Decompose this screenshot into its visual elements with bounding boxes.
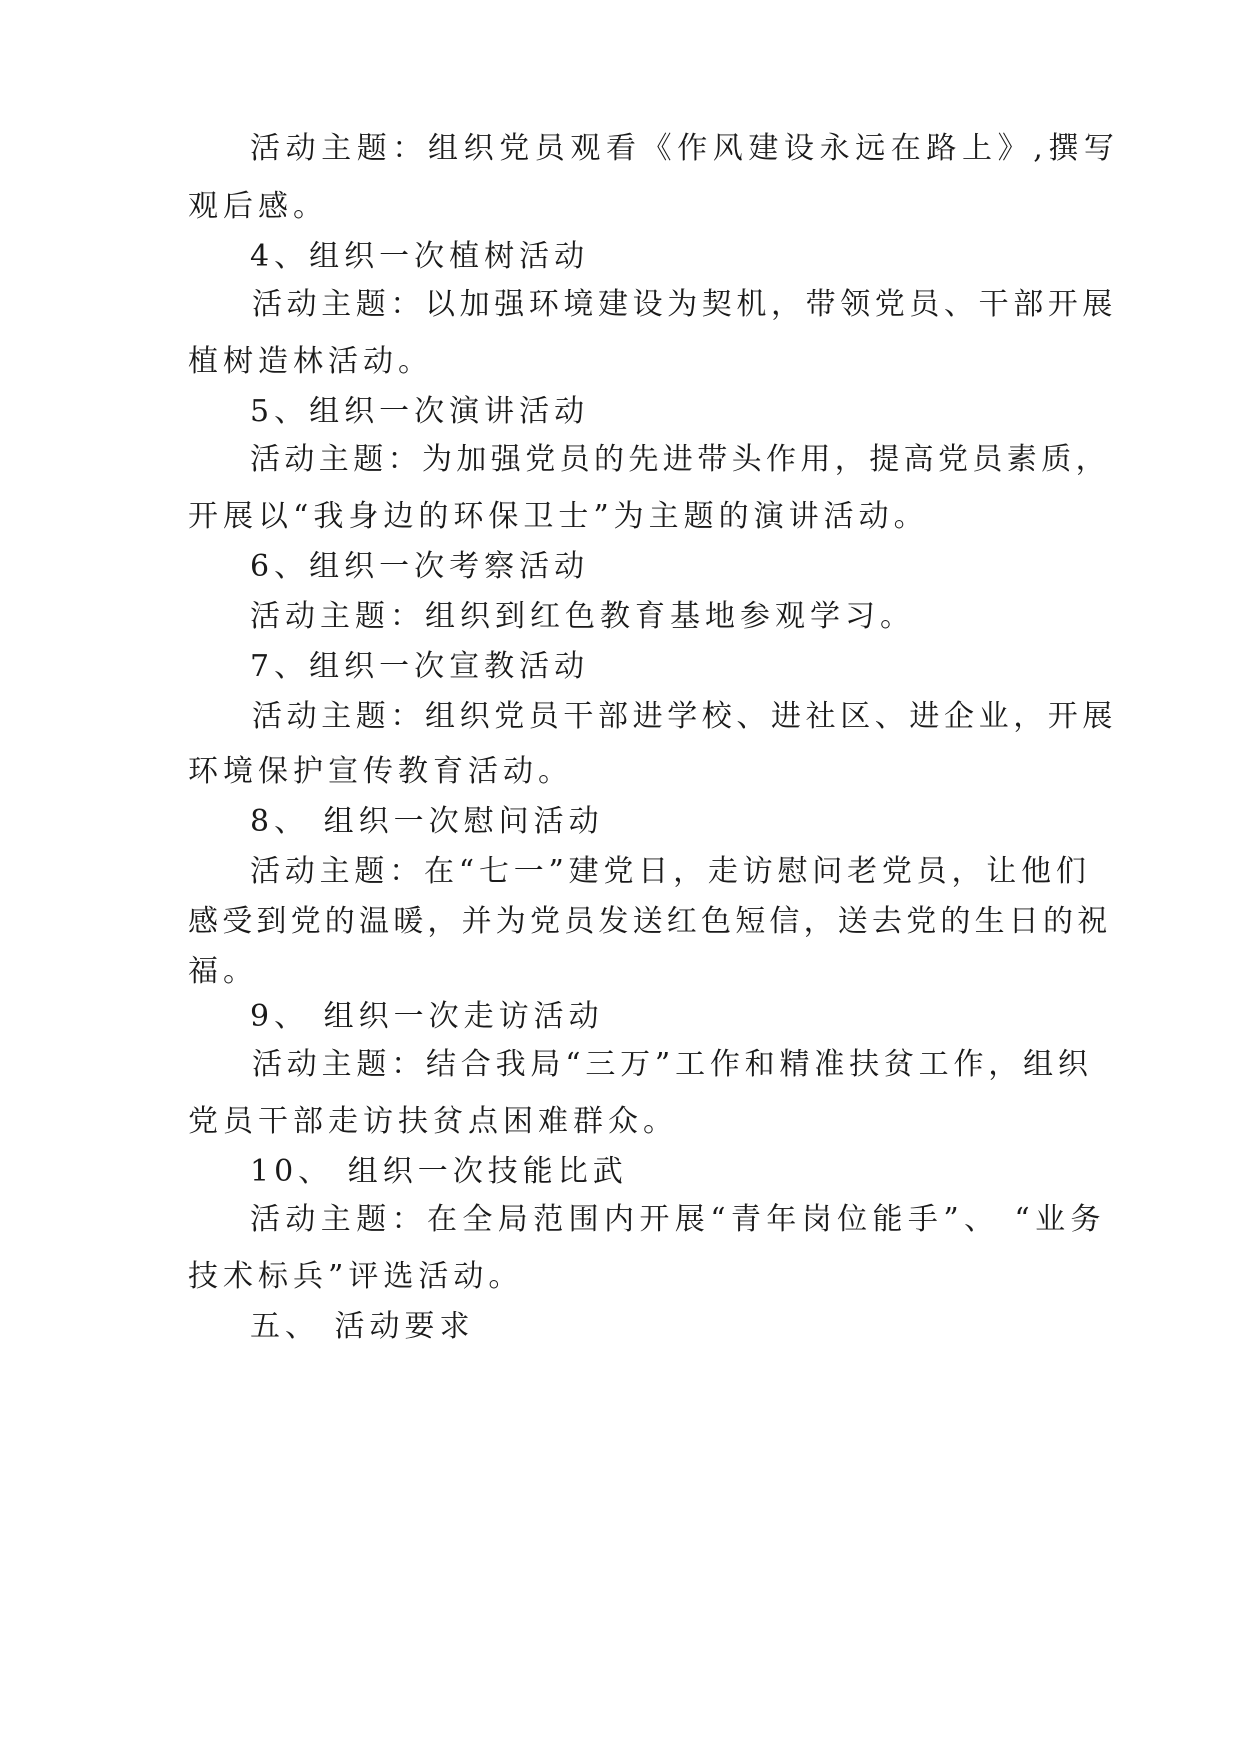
paragraph-line: 活动主题：组织党员干部进学校、进社区、进企业，开展: [252, 699, 1117, 734]
paragraph-line: 观后感。: [188, 189, 328, 224]
paragraph-line: 环境保护宣传教育活动。: [188, 754, 573, 789]
section-heading: 5、组织一次演讲活动: [250, 394, 590, 429]
section-heading: 7、组织一次宣教活动: [250, 649, 590, 684]
document-page: [188, 0, 1120, 1754]
paragraph-line: 活动主题：以加强环境建设为契机，带领党员、干部开展: [252, 287, 1117, 322]
paragraph-line: 活动主题：结合我局“三万”工作和精准扶贫工作，组织: [252, 1047, 1093, 1082]
paragraph-line: 开展以“我身边的环保卫士”为主题的演讲活动。: [188, 499, 929, 534]
section-heading: 4、组织一次植树活动: [250, 239, 590, 274]
paragraph-line: 活动主题：组织党员观看《作风建设永远在路上》,撰写: [250, 131, 1120, 166]
section-heading: 6、组织一次考察活动: [250, 549, 590, 584]
section-heading: 五、 活动要求: [250, 1309, 475, 1344]
paragraph-line: 感受到党的温暖，并为党员发送红色短信，送去党的生日的祝: [188, 904, 1112, 939]
section-heading: 10、 组织一次技能比武: [250, 1154, 628, 1189]
paragraph-line: 技术标兵”评选活动。: [188, 1259, 524, 1294]
paragraph-line: 活动主题：组织到红色教育基地参观学习。: [250, 599, 915, 634]
paragraph-line: 活动主题：在全局范围内开展“青年岗位能手”、 “业务: [250, 1202, 1106, 1237]
section-heading: 8、 组织一次慰问活动: [250, 804, 604, 839]
section-heading: 9、 组织一次走访活动: [250, 999, 604, 1034]
paragraph-line: 福。: [188, 954, 258, 989]
paragraph-line: 植树造林活动。: [188, 344, 433, 379]
paragraph-line: 活动主题：为加强党员的先进带头作用，提高党员素质，: [250, 442, 1110, 477]
paragraph-line: 党员干部走访扶贫点困难群众。: [188, 1104, 678, 1139]
paragraph-line: 活动主题：在“七一”建党日，走访慰问老党员，让他们: [250, 854, 1091, 889]
